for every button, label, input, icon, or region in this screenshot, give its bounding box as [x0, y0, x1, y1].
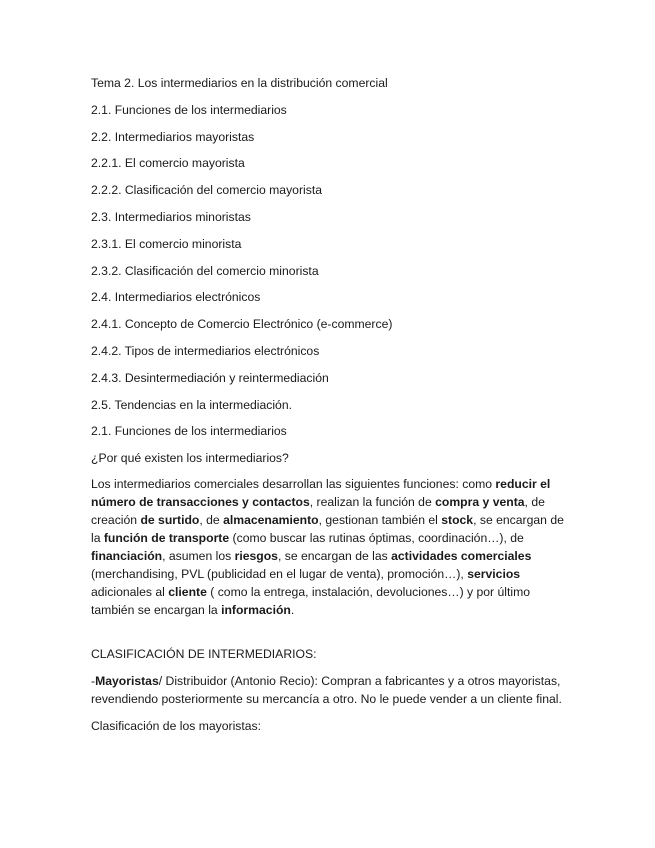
toc-item: 2.2.2. Clasificación del comercio mayorista: [91, 183, 322, 198]
toc-item: 2.3.2. Clasificación del comercio minorista: [91, 263, 319, 278]
toc-item: 2.2. Intermediarios mayoristas: [91, 129, 255, 144]
funciones-paragraph: [91, 475, 571, 619]
bold-term: stock: [441, 512, 474, 527]
text-span: (merchandising, PVL (publicidad en el lugar de venta), promoción…),: [91, 566, 468, 581]
toc-item: 2.4.1. Concepto de Comercio Electrónico (e-commerce): [91, 317, 393, 332]
toc-item: 2.3. Intermediarios minoristas: [91, 209, 251, 224]
bold-term: financiación: [91, 548, 163, 563]
bold-term: actividades comerciales: [391, 548, 532, 563]
toc-item: 2.5. Tendencias en la intermediación.: [91, 397, 292, 412]
bold-term: riesgos: [234, 548, 278, 563]
toc-item: 2.4.3. Desintermediación y reintermediación: [91, 370, 329, 385]
document-page: [91, 74, 571, 735]
text-span: .: [290, 602, 295, 617]
toc-item: 2.2.1. El comercio mayorista: [91, 156, 245, 171]
bold-term: Mayoristas: [95, 673, 159, 688]
text-span: / Distribuidor (Antonio Recio): Compran a fabricantes y a otros mayoristas, revendiendo posteriormente su mercancía a otro. No le puede vender a un cliente final.: [91, 673, 562, 706]
text-span: , gestionan también el: [318, 512, 442, 527]
table-of-contents: [91, 74, 571, 476]
toc-title: Tema 2. Los intermediarios en la distribución comercial: [91, 76, 388, 90]
blank-line: [91, 619, 571, 645]
toc-item: 2.4. Intermediarios electrónicos: [91, 290, 261, 305]
text-span: , de: [199, 512, 224, 527]
bold-term: reducir el número de transacciones y contactos: [91, 476, 551, 509]
bold-term: compra y venta: [435, 494, 525, 509]
mayoristas-paragraph: [91, 672, 571, 708]
section-question: ¿Por qué existen los intermediarios?: [91, 451, 289, 466]
toc-item: 2.4.2. Tipos de intermediarios electrónicos: [91, 343, 320, 358]
bold-term: almacenamiento: [223, 512, 319, 527]
bold-term: servicios: [467, 566, 521, 581]
text-span: ( como la entrega, instalación, devoluciones…) y por último también se encargan la: [91, 584, 530, 617]
text-span: , asumen los: [162, 548, 235, 563]
bold-term: cliente: [168, 584, 207, 599]
bold-term: función de transporte: [103, 530, 230, 545]
clasificacion-heading: CLASIFICACIÓN DE INTERMEDIARIOS:: [91, 646, 317, 661]
toc-item: 2.3.1. El comercio minorista: [91, 236, 242, 251]
section-heading: 2.1. Funciones de los intermediarios: [91, 424, 287, 439]
text-span: , realizan la función de: [309, 494, 436, 509]
text-span: adicionales al: [91, 584, 169, 599]
dash: -: [91, 673, 96, 688]
bold-term: de surtido: [140, 512, 200, 527]
clasificacion-mayoristas: Clasificación de los mayoristas:: [91, 718, 262, 733]
text-span: , se encargan de la: [91, 512, 564, 545]
text-span: Los intermediarios comerciales desarrollan las siguientes funciones: como: [91, 476, 496, 491]
text-span: , de creación: [91, 494, 545, 527]
toc-item: 2.1. Funciones de los intermediarios: [91, 102, 287, 117]
bold-term: información: [221, 602, 291, 617]
text-span: , se encargan de las: [277, 548, 392, 563]
text-span: (como buscar las rutinas óptimas, coordinación…), de: [229, 530, 524, 545]
